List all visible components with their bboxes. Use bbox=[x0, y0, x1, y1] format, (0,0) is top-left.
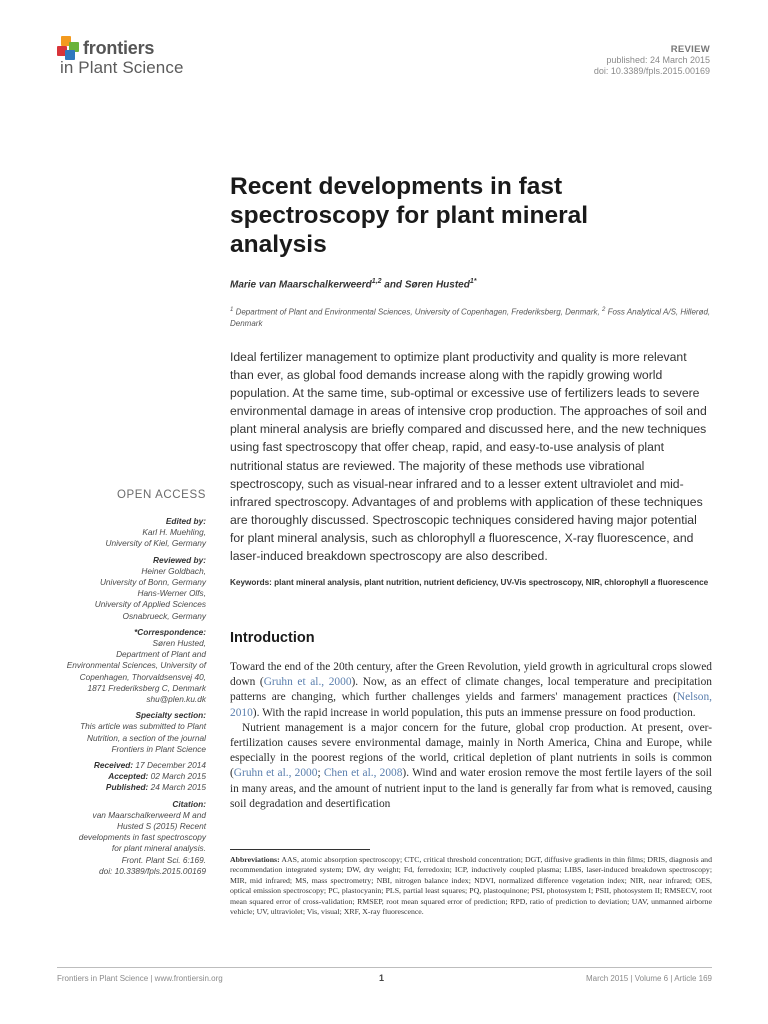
citation-block bbox=[52, 799, 206, 877]
affiliation-superscript: 2 bbox=[602, 307, 606, 313]
affiliation-text: Department of Plant and Environmental Sciences, University of Copenhagen, Frederiksberg, Denmark, bbox=[235, 307, 600, 317]
published-date: published: 24 March 2015 bbox=[606, 55, 710, 65]
reviewer-affiliation: Osnabrueck, Germany bbox=[122, 610, 206, 621]
citation-line: developments in fast spectroscopy bbox=[78, 832, 206, 843]
correspondence-line: Søren Husted, bbox=[152, 638, 206, 649]
citation-separator: ; bbox=[317, 767, 324, 780]
reviewed-by-label: Reviewed by: bbox=[152, 554, 206, 565]
specialty-line: This article was submitted to Plant bbox=[80, 721, 206, 732]
paragraph-text: ). With the rapid increase in world population, this puts an immense pressure on food production. bbox=[252, 706, 696, 719]
accepted-value: 02 March 2015 bbox=[150, 771, 206, 782]
footer-journal-link[interactable]: Frontiers in Plant Science | www.frontiersin.org bbox=[57, 974, 223, 983]
published-label: Published: bbox=[105, 782, 149, 793]
citation-link[interactable]: Chen et al., 2008 bbox=[323, 767, 403, 780]
article-info-sidebar bbox=[52, 516, 206, 882]
correspondence-line: Environmental Sciences, University of bbox=[66, 660, 206, 671]
published-value: 24 March 2015 bbox=[150, 782, 206, 793]
footer-issue-info: March 2015 | Volume 6 | Article 169 bbox=[585, 974, 712, 983]
abstract-text-end: fluorescence, X-ray fluorescence, and laser-induced breakdown spectroscopy are also described. bbox=[230, 530, 694, 564]
author-name[interactable]: Marie van Maarschalkerweerd bbox=[230, 279, 372, 291]
abstract-text: Ideal fertilizer management to optimize plant productivity and quality is more relevant than ever, as global food demands increase along with the rapidly growing world population. At the same time, sub-optimal or excessive use of fertilizers leads to severe environmental damage in areas of intensive crop production. The approaches of soil and plant mineral analysis are briefly compared and discussed here, and the new techniques using fast spectroscopy that offer cheap, rapid, and easy-to-use analysis of plant nutritional status are reviewed. The majority of these methods use vibrational spectroscopy, such as visual-near infrared and to a lesser extent ultraviolet and mid-infrared spectroscopy. Advantages of and problems with application of these techniques are thoroughly discussed. Spectroscopic techniques considered having major potential for plant mineral analysis, such as chlorophyll bbox=[230, 350, 707, 545]
abstract-italic: a bbox=[478, 530, 486, 545]
paragraph-text: Nutrient management is a major concern for the future, global crop production. At present, over-fertilization causes severe environmental damage, mainly in North America, China and Europe, while especially in the poorest regions of the world, critical depletion of plant nutrients in soils is common ( bbox=[230, 721, 712, 780]
abbreviations-label: Abbreviations: bbox=[230, 855, 280, 864]
open-access-label: OPEN ACCESS bbox=[116, 489, 206, 501]
reviewer-name: Heiner Goldbach, bbox=[141, 565, 206, 576]
correspondence-block bbox=[52, 627, 206, 705]
affiliations bbox=[230, 305, 712, 330]
logo-word-journal: in Plant Science bbox=[60, 58, 184, 77]
citation-line: Husted S (2015) Recent bbox=[116, 821, 206, 832]
author-superscript: 1* bbox=[469, 278, 477, 285]
author-superscript: 1,2 bbox=[371, 278, 382, 285]
affiliation-text: Foss Analytical A/S, Hillerød, Denmark bbox=[230, 307, 711, 329]
footer-divider bbox=[57, 967, 712, 968]
accepted-label: Accepted: bbox=[108, 771, 149, 782]
citation-label: Citation: bbox=[172, 798, 206, 809]
article-type: REVIEW bbox=[670, 44, 710, 55]
citation-line: for plant mineral analysis. bbox=[111, 843, 206, 854]
paragraph-text: ). Wind and water erosion remove the most fertile layers of the soil in many areas, and the amount of nutrient input to the land is generally far from what is removed, causing soil degradation and desertification bbox=[230, 767, 712, 810]
article-meta bbox=[450, 44, 710, 77]
citation-link[interactable]: Gruhn et al., 2000 bbox=[233, 767, 318, 780]
dates-block bbox=[52, 760, 206, 794]
author-conjunction: and bbox=[384, 279, 403, 291]
citation-link[interactable]: Gruhn et al., 2000 bbox=[263, 676, 352, 689]
paragraph bbox=[230, 660, 712, 721]
journal-logo bbox=[57, 36, 227, 80]
abstract bbox=[230, 348, 712, 565]
abbreviations-text: AAS, atomic absorption spectroscopy; CTC, critical threshold concentration; DGT, diffusive gradients in thin films; DRIS, diagnosis and recommendation integrated system; DW, dry weight; Fd, ferredoxin; ICP, inductively coupled plasma; LIBS, laser-induced breakdown spectroscopy; MIR, mid infrared; MS, mass spectrometry; NBI, nitrogen balance index; NDVI, normalized difference vegetation index; NIR, near infrared; OES, optical emission spectroscopy; PC, plastocyanin; PLS, partial least squares; PQ, plastoquinone; PSI, photosystem I; PSII, photosystem II; RMSECV, root mean squared error of cross-validation; RMSEP, root mean squared error of prediction; RPD, ratio of prediction to deviation; UAV, unmanned airborne vehicle; UV, ultraviolet; Vis, visual; XRF, X-ray fluorescence. bbox=[230, 855, 712, 917]
specialty-section-block bbox=[52, 710, 206, 755]
correspondence-line: Department of Plant and bbox=[116, 649, 206, 660]
affiliation-superscript: 1 bbox=[230, 307, 234, 313]
reviewed-by-block bbox=[52, 555, 206, 622]
received-date bbox=[52, 760, 206, 771]
paragraph-text: ). Now, as an effect of climate changes, local temperature and precipitation patterns are changing, which further challenges yields and farmers' management practices ( bbox=[230, 676, 712, 704]
footnote-divider bbox=[230, 849, 370, 850]
correspondence-line: Copenhagen, Thorvaldsensvej 40, bbox=[79, 671, 206, 682]
author-list bbox=[230, 278, 710, 290]
citation-doi: doi: 10.3389/fpls.2015.00169 bbox=[98, 865, 206, 876]
doi: doi: 10.3389/fpls.2015.00169 bbox=[593, 66, 710, 76]
page-number: 1 bbox=[379, 973, 385, 983]
frontiers-logo-icon bbox=[57, 36, 81, 60]
correspondence-label: *Correspondence: bbox=[134, 626, 206, 637]
reviewer-name: Hans-Werner Olfs, bbox=[137, 588, 206, 599]
editor-affiliation: University of Kiel, Germany bbox=[105, 538, 206, 549]
keywords-text: Keywords: plant mineral analysis, plant nutrition, nutrient deficiency, UV-Vis spectroscopy, NIR, chlorophyll bbox=[230, 578, 649, 587]
received-label: Received: bbox=[93, 760, 134, 771]
reviewer-affiliation: University of Bonn, Germany bbox=[99, 577, 206, 588]
paragraph bbox=[230, 721, 712, 812]
article-title: Recent developments in fast spectroscopy for plant mineral analysis bbox=[230, 173, 589, 258]
edited-by-block bbox=[52, 516, 206, 550]
author-name[interactable]: Søren Husted bbox=[404, 279, 470, 291]
introduction-body bbox=[230, 660, 712, 812]
specialty-line: Nutrition, a section of the journal bbox=[87, 732, 206, 743]
paragraph-text: Toward the end of the 20th century, after the Green Revolution, yield growth in agricultural crops slowed down ( bbox=[230, 661, 712, 689]
correspondence-email-link[interactable]: shu@plen.ku.dk bbox=[146, 694, 206, 705]
editor-name: Karl H. Muehling, bbox=[142, 527, 206, 538]
keywords-italic: a bbox=[650, 578, 656, 587]
reviewer-affiliation: University of Applied Sciences bbox=[94, 599, 206, 610]
citation-line: van Maarschalkerweerd M and bbox=[92, 809, 206, 820]
correspondence-line: 1871 Frederiksberg C, Denmark bbox=[87, 682, 206, 693]
edited-by-label: Edited by: bbox=[165, 516, 206, 526]
published-date-sidebar bbox=[52, 782, 206, 793]
keywords bbox=[230, 577, 712, 589]
accepted-date bbox=[52, 771, 206, 782]
citation-line: Front. Plant Sci. 6:169. bbox=[121, 854, 206, 865]
specialty-section-label: Specialty section: bbox=[135, 710, 206, 721]
section-heading-introduction: Introduction bbox=[230, 630, 315, 646]
specialty-line: Frontiers in Plant Science bbox=[111, 743, 206, 754]
abbreviations-footnote bbox=[230, 855, 712, 917]
received-value: 17 December 2014 bbox=[135, 760, 206, 771]
logo-word-frontiers: frontiers bbox=[83, 38, 155, 58]
keywords-end: fluorescence bbox=[657, 578, 709, 587]
citation-link[interactable]: Nelson, 2010 bbox=[230, 691, 712, 719]
